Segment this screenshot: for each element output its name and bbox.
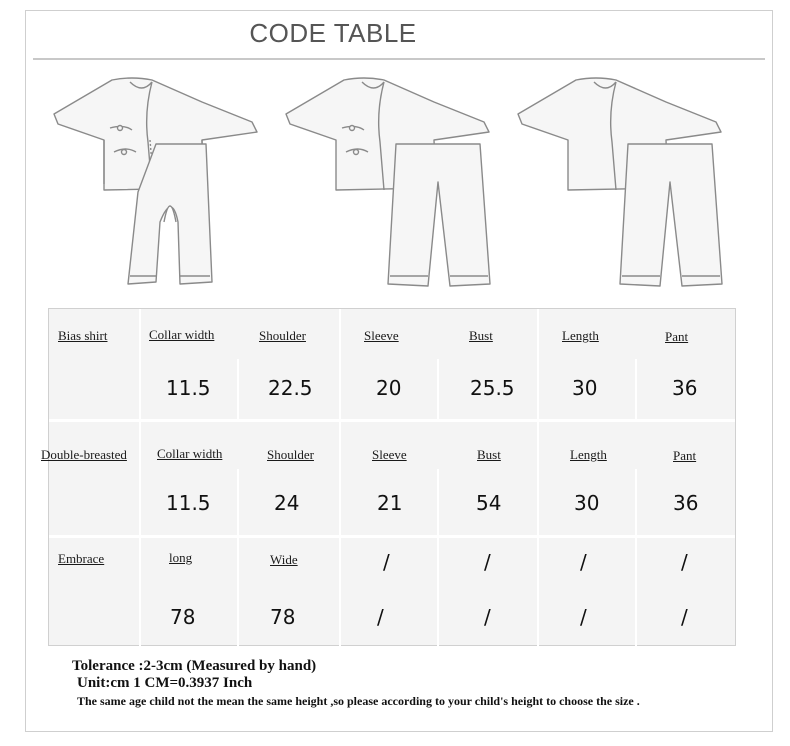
table-header-bust: Bust: [477, 447, 501, 462]
table-cell-length: 30: [574, 491, 600, 515]
table-header-empty: /: [580, 550, 587, 574]
table-header-sleeve: Sleeve: [364, 328, 399, 343]
table-header-collar-width: Collar width: [157, 446, 223, 461]
table-cell-empty: /: [484, 605, 491, 629]
table-header-embrace: Embrace: [58, 551, 105, 566]
size-table: [48, 308, 736, 646]
table-cell-collar-width: 11.5: [166, 491, 211, 515]
table-cell-sleeve: 20: [376, 376, 402, 400]
table-cell-shoulder: 24: [274, 491, 300, 515]
table-cell-collar-width: 11.5: [166, 376, 211, 400]
table-header-pant: Pant: [665, 329, 689, 344]
height-advice-note: The same age child not the mean the same height ,so please according to your child's height to choose the size .: [77, 694, 640, 708]
unit-note: Unit:cm 1 CM=0.3937 Inch: [77, 675, 253, 691]
table-cell-empty: /: [681, 605, 688, 629]
table-header-empty: /: [383, 550, 390, 574]
tolerance-note: Tolerance :2-3cm (Measured by hand): [72, 658, 317, 674]
table-header-wide: Wide: [270, 552, 298, 567]
table-header-empty: /: [681, 550, 688, 574]
table-cell-bust: 25.5: [470, 376, 515, 400]
table-header-bust: Bust: [469, 328, 493, 343]
table-cell-length: 30: [572, 376, 598, 400]
table-header-length: Length: [570, 447, 607, 462]
table-header-length: Length: [562, 328, 599, 343]
table-cell-shoulder: 22.5: [268, 376, 313, 400]
table-header-shoulder: Shoulder: [259, 328, 306, 343]
table-cell-bust: 54: [476, 491, 502, 515]
table-header-shoulder: Shoulder: [267, 447, 314, 462]
table-cell-empty: /: [377, 605, 384, 629]
table-cell-wide: 78: [270, 605, 296, 629]
table-cell-pant: 36: [673, 491, 699, 515]
table-header-double-breasted: Double-breasted: [41, 447, 127, 462]
size-notes: [72, 658, 640, 709]
bias-shirt-and-pants-illustration: [284, 72, 494, 294]
table-header-bias-shirt: Bias shirt: [58, 328, 108, 343]
table-header-empty: /: [484, 550, 491, 574]
table-cell-long: 78: [170, 605, 196, 629]
table-header-pant: Pant: [673, 448, 697, 463]
table-header-sleeve: Sleeve: [372, 447, 407, 462]
table-cell-pant: 36: [672, 376, 698, 400]
table-cell-empty: /: [580, 605, 587, 629]
page-title: CODE TABLE: [249, 18, 417, 48]
table-header-long: long: [169, 550, 193, 565]
bias-shirt-and-open-crotch-pants-illustration: [52, 72, 262, 294]
table-cell-sleeve: 21: [377, 491, 403, 515]
title-divider: [33, 58, 765, 60]
double-breasted-shirt-and-pants-illustration: [516, 72, 726, 294]
table-header-collar-width: Collar width: [149, 327, 215, 342]
